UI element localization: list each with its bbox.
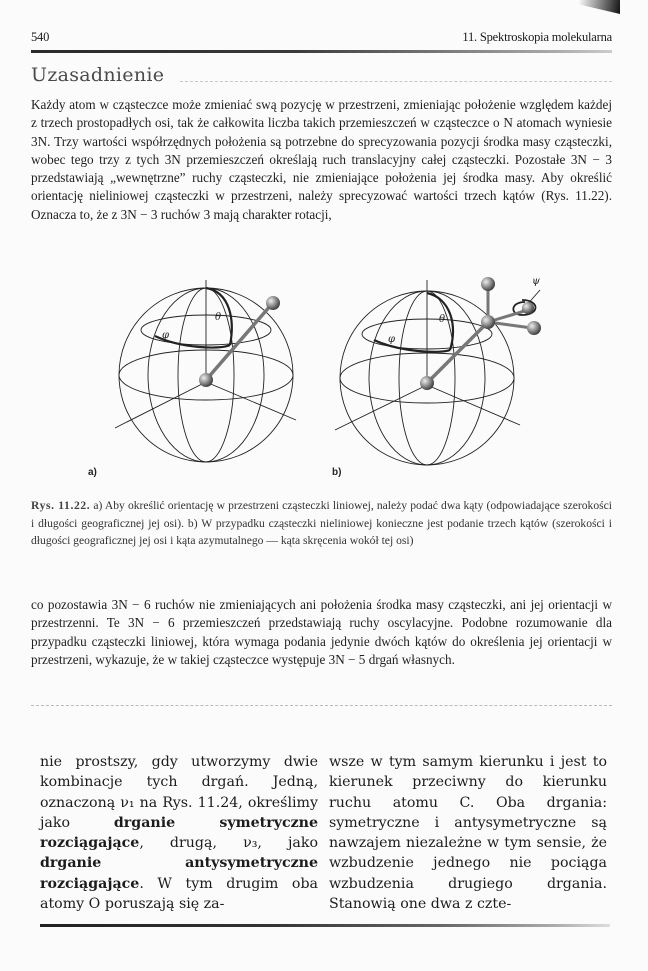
caption-text: a) Aby określić orientację w przestrzeni cząsteczki liniowej, należy podać dwa kąty (odpowiadające szerokości i długości geograficznej jej osi). b) W przypadku cząsteczki nieliniowej konieczne jest podanie trzech kątów (szerokości i długości geograficznej jej osi i kąta azymutalnego — kąta skręcenia wokół tej osi) [31,499,613,548]
section-title-rule [180,81,612,82]
page-break-rule [31,705,612,706]
section-title: Uzasadnienie [31,64,165,86]
page-corner-decoration [560,0,620,14]
paragraph-vibrations: co pozostawia 3N − 6 ruchów nie zmieniających ani położenia środka masy cząsteczki, ani jej orientacji w przestrzenni. Te 3N − 6 przemieszczeń przedstawiają ruchy oscylacyjne. Podobne rozumowanie dla przypadku cząsteczki liniowej, która wymaga podania jedynie dwóch kątów do określenia jej orientacji w przestrzeni, wykazuje, że w takiej cząsteczce występuje 3N − 5 drgań własnych. [31,597,612,667]
paragraph-justification: Każdy atom w cząsteczce może zmieniać swą pozycję w przestrzeni, zmieniając położenie względem każdej z trzech prostopadłych osi, tak że całkowita liczba takich przemieszczeń w cząsteczce o N atomach wyniesie 3N. Trzy wartości współrzędnych położenia są potrzebne do sprecyzowania pozycji środka masy cząsteczki, wobec tego trzy z tych 3N przemieszczeń określają ruch translacyjny całej cząsteczki. Pozostałe 3N − 3 przedstawiają „wewnętrzne” ruchy cząsteczki, nie zmieniające położenia jej środka masy. Aby określić orientację nieliniowej cząsteczki w przestrzeni, należy sprecyzować wartości trzech kątów (Rys. 11.22). Oznacza to, że z 3N − 3 ruchów 3 mają charakter rotacji, [31,97,612,222]
col-left-text-1: nie prostszy, gdy utworzymy dwie kombinacje tych drgań. Jedną, oznaczoną ν₁ na Rys. 11.24, określimy jako [40,754,318,831]
caption-label: Rys. 11.22. [31,499,91,512]
term-symmetric-stretch: drganie symetryczne rozciągające [40,814,318,852]
figure-caption [31,497,612,550]
theta-label-b: θ [439,314,446,325]
sphere-angle-diagram [70,270,580,490]
col-left-text-2: , drugą, ν₃, jako [139,835,318,852]
phi-label-b: φ [388,334,396,345]
header-rule [31,50,612,53]
figure-11-22 [70,270,580,490]
column-left [40,752,318,914]
phi-label-a: φ [162,330,170,341]
col-left-text-3: . W tym drugim oba atomy O poruszają się za- [40,875,318,913]
chapter-title: 11. Spektroskopia molekularna [462,30,612,44]
theta-label-a: θ [215,312,222,323]
running-head [31,30,612,46]
column-right: wsze w tym samym kierunku i jest to kierunek przeciwny do kierunku ruchu atomu C. Oba drgania: symetryczne i antysymetryczne są nawzajem niezależne w tym sensie, że wzbudzenie jednego nie pociąga wzbudzenia drugiego drgania. Stanowią one dwa z czte- [329,754,607,913]
psi-label-b: ψ [532,276,540,287]
panel-b-label: b) [332,467,342,478]
page-number: 540 [31,30,50,44]
term-antisymmetric-stretch: drganie antysymetryczne rozciągające [40,855,318,892]
panel-a-label: a) [88,467,97,478]
footer-rule [40,924,610,927]
